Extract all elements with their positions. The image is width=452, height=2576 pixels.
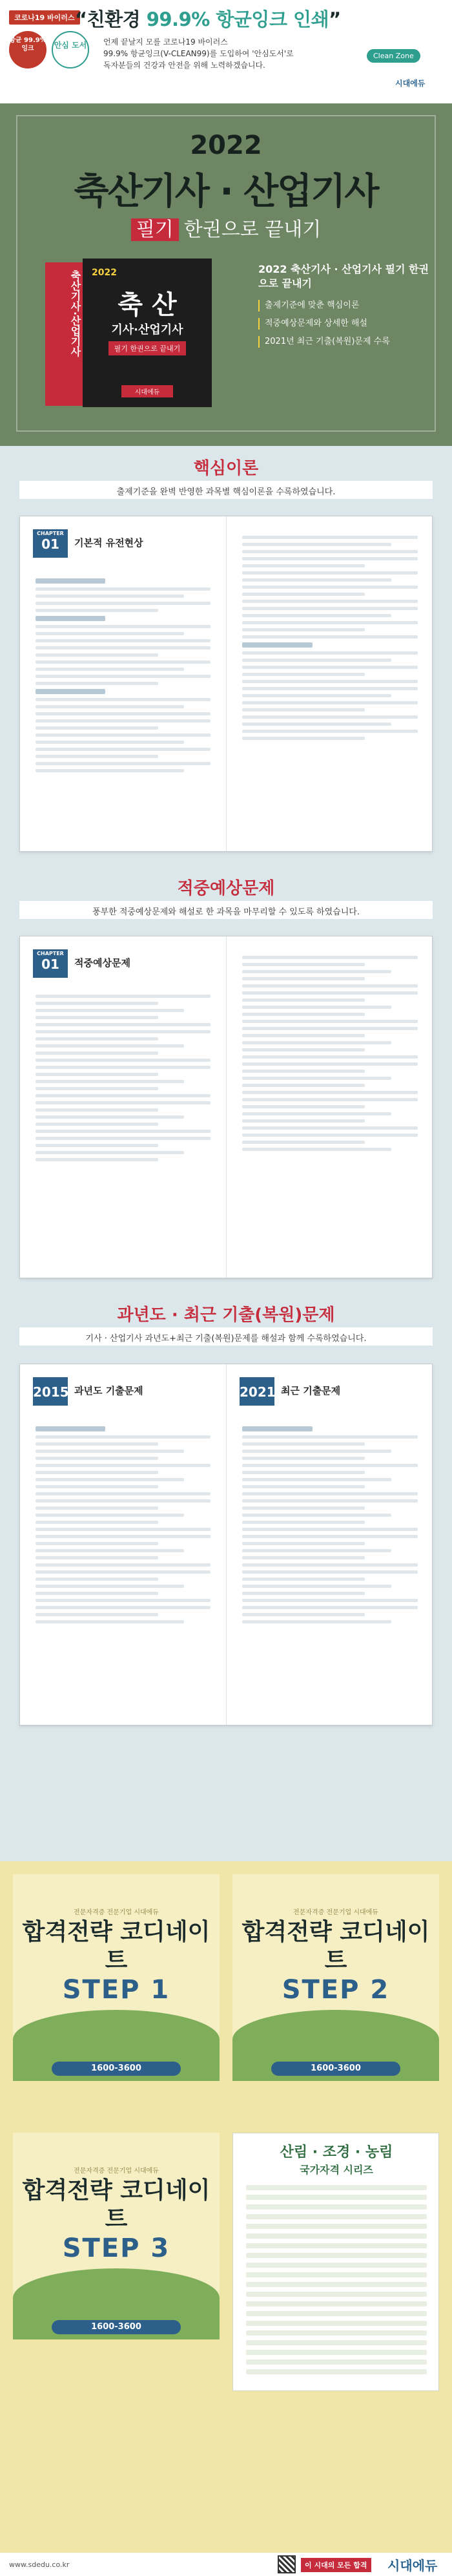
antibacterial-description [103, 36, 336, 71]
step-small-text: 전문자격증 전문기업 시대에듀 [74, 2168, 159, 2175]
section-description: 풍부한 적중예상문제와 해설로 한 과목을 마무리할 수 있도록 하였습니다. [92, 907, 360, 917]
question-block [36, 995, 211, 1165]
book-spread-preview [19, 1364, 433, 1726]
brand-logo: 시대에듀 [395, 79, 426, 88]
step-card [232, 1874, 439, 2081]
section-title: 핵심이론 [193, 459, 259, 478]
step-number: STEP 1 [62, 1975, 170, 2005]
step-number: STEP 3 [62, 2233, 170, 2263]
book-title: 축 산 [118, 290, 177, 320]
section-description: 기사 · 산업기사 과년도+최근 기출(복원)문제를 해설과 함께 수록하였습니다. [85, 1334, 367, 1344]
book-cover-image [45, 259, 226, 414]
page-text-block [36, 575, 211, 776]
book-spine: 축산기사·산업기사 [45, 262, 83, 406]
antibacterial-badge: 항균 99.9% 잉크 [9, 31, 46, 69]
step-title: 합격전략 코디네이트 [22, 1919, 211, 1974]
hero-year: 2022 [190, 131, 262, 160]
step-small-text: 전문자격증 전문기업 시대에듀 [293, 1909, 378, 1916]
phone-number: 1600-3600 [271, 2062, 400, 2076]
step-number: STEP 2 [282, 1975, 390, 2005]
headline-post: ” [329, 8, 341, 30]
book-front [83, 259, 212, 407]
book-spread-preview [19, 936, 433, 1278]
feature-item: 출제기준에 맞춘 핵심이론 [258, 300, 433, 311]
left-page [20, 1364, 227, 1725]
year-badge [240, 1377, 274, 1406]
page-title: 과년도 기출문제 [74, 1385, 143, 1397]
footer-logo: 시대에듀 [387, 2558, 438, 2573]
question-block [36, 1422, 211, 1627]
antibacterial-banner [0, 0, 452, 103]
right-page [227, 1364, 433, 1725]
year-badge [33, 1377, 68, 1406]
phone-number: 1600-3600 [52, 2320, 181, 2334]
section-title: 적중예상문제 [177, 879, 275, 898]
step-title: 합격전략 코디네이트 [22, 2177, 211, 2232]
hero-sub-text: 한권으로 끝내기 [183, 218, 322, 241]
question-block [242, 956, 418, 1155]
expected-questions-section [0, 866, 452, 1293]
footer [0, 2553, 452, 2576]
left-page [20, 936, 227, 1278]
right-page [227, 936, 433, 1278]
headline [75, 5, 341, 32]
step-small-text: 전문자격증 전문기업 시대에듀 [74, 1909, 159, 1916]
section-description: 출제기준을 완벽 반영한 과목별 핵심이론을 수록하였습니다. [116, 487, 336, 497]
safe-book-badge: 안심 도서 [52, 31, 89, 69]
core-theory-section [0, 446, 452, 866]
chapter-number: 01 [41, 536, 59, 552]
desc-line: 99.9% 항균잉크(V-CLEAN99)를 도입하여 '안심도서'로 [103, 49, 294, 58]
chapter-badge [33, 949, 68, 978]
site-url[interactable]: www.sdedu.co.kr [9, 2560, 70, 2569]
footer-tagline: 이 시대의 모든 합격 [301, 2558, 371, 2572]
right-page [227, 516, 433, 851]
hero-title: 축산기사 · 산업기사 [74, 171, 378, 213]
corona-tag: 코로나19 바이러스 [9, 10, 80, 25]
headline-highlight: 99.9% 항균잉크 인쇄 [146, 8, 329, 30]
desc-line: 독자분들의 건강과 안전을 위해 노력하겠습니다. [103, 61, 265, 70]
feature-item: 2021년 최근 기출(복원)문제 수록 [258, 336, 433, 348]
book-year: 2022 [92, 268, 117, 278]
page-title: 최근 기출문제 [281, 1385, 341, 1397]
feature-list [258, 262, 433, 354]
book-publisher: 시대에듀 [121, 385, 173, 397]
chapter-label: CHAPTER [37, 951, 64, 956]
series-title: 산림 · 조경 · 농림 [280, 2144, 393, 2160]
chapter-label: CHAPTER [37, 531, 64, 536]
headline-pre: “친환경 [75, 8, 147, 30]
chapter-badge [33, 529, 68, 558]
feature-item: 적중예상문제와 상세한 해설 [258, 318, 433, 330]
book-tag: 필기 한권으로 끝내기 [108, 341, 186, 355]
clean-zone-badge: Clean Zone [367, 49, 420, 63]
step-card [13, 2133, 220, 2339]
series-card [232, 2133, 439, 2391]
page-title: 적중예상문제 [74, 957, 130, 969]
section-title: 과년도 · 최근 기출(복원)문제 [117, 1305, 335, 1325]
book-subtitle: 기사·산업기사 [111, 323, 183, 337]
series-list [246, 2185, 427, 2379]
page-text-block [242, 536, 418, 744]
year-number: 2015 [33, 1384, 69, 1400]
step-card [13, 1874, 220, 2081]
chapter-number: 01 [41, 956, 59, 972]
feature-title: 2022 축산기사 · 산업기사 필기 한권으로 끝내기 [258, 263, 429, 290]
step-title: 합격전략 코디네이트 [241, 1919, 430, 1974]
hero-sub-box: 필기 [131, 218, 179, 241]
hero-section [0, 103, 452, 446]
question-block [242, 1422, 418, 1627]
past-exams-section [0, 1293, 452, 1861]
series-subtitle: 국가자격 시리즈 [300, 2164, 373, 2176]
phone-number: 1600-3600 [52, 2062, 181, 2076]
left-page [20, 516, 227, 851]
book-spread-preview [19, 516, 433, 852]
qr-code-icon [278, 2555, 296, 2573]
year-number: 2021 [240, 1384, 276, 1400]
desc-line: 언제 끝날지 모를 코로나19 바이러스 [103, 37, 228, 47]
hero-subtitle [0, 213, 452, 242]
page-title: 기본적 유전현상 [74, 537, 143, 549]
